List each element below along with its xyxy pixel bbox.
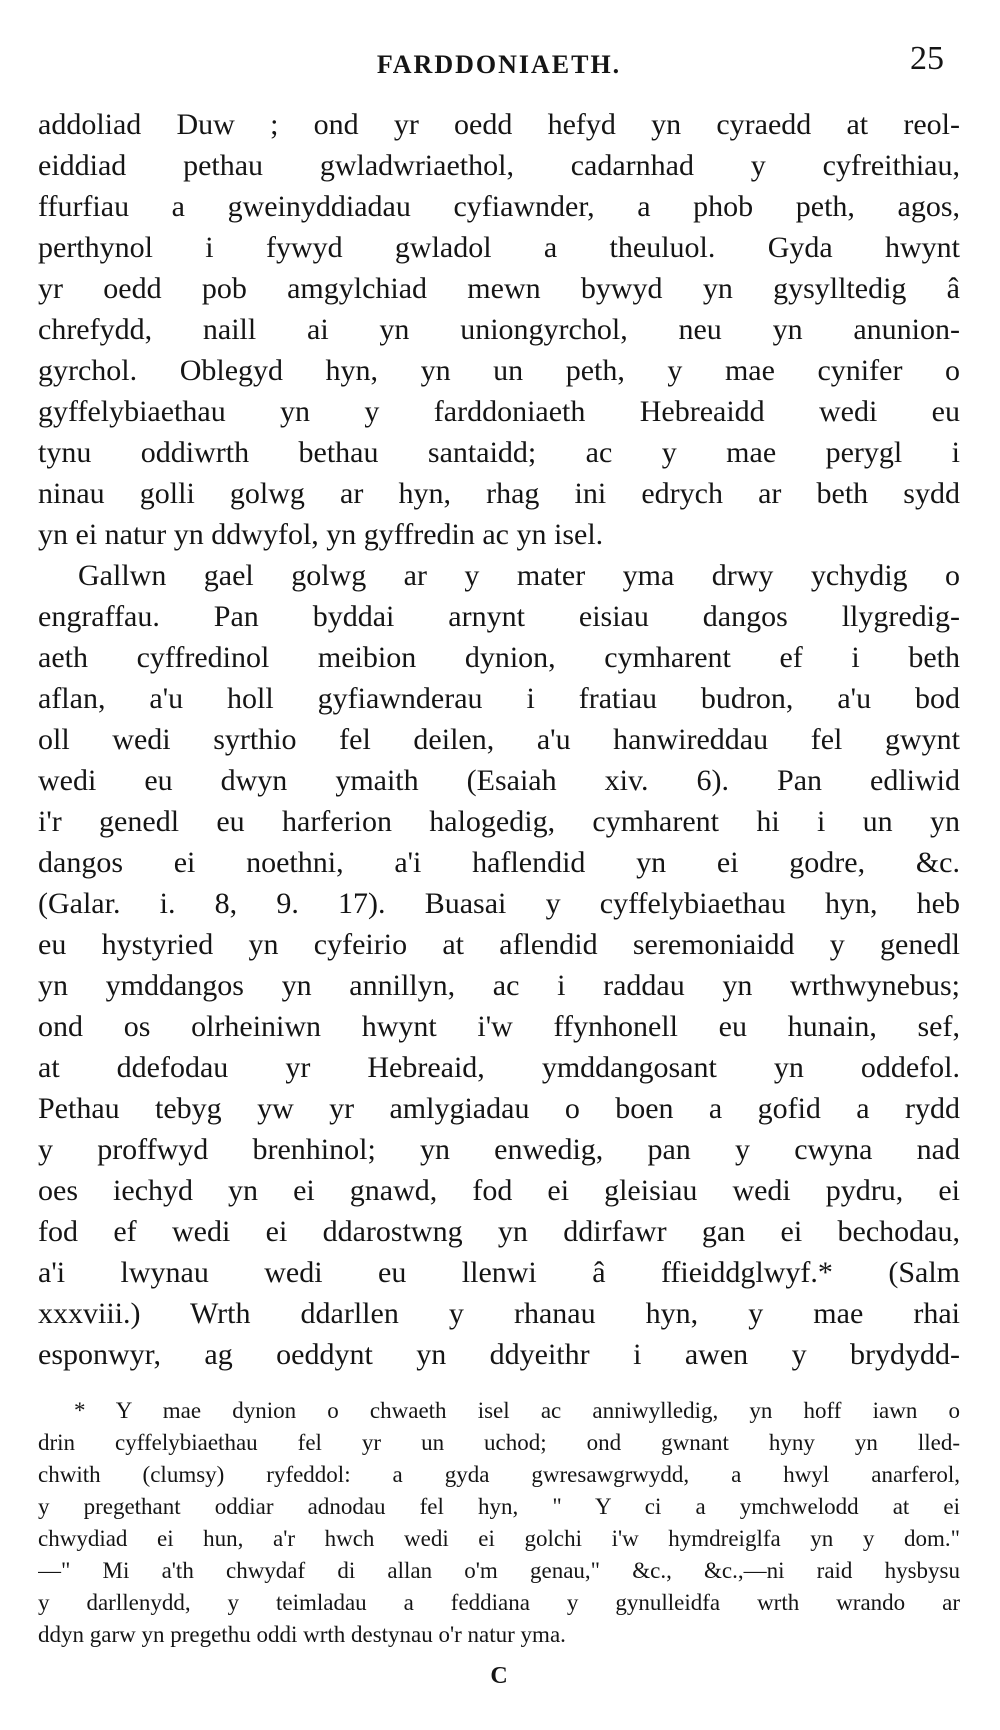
- text-line: aeth cyffredinol meibion dynion, cymharent ef i beth: [38, 641, 960, 674]
- text-line: esponwyr, ag oeddynt yn ddyeithr i awen y brydydd-: [38, 1338, 960, 1371]
- footnote-line: chwith (clumsy) ryfeddol: a gyda gwresawgrwydd, a hwyl anarferol,: [38, 1462, 960, 1487]
- footnote-line: drin cyffelybiaethau fel yr un uchod; ond gwnant hyny yn lled-: [38, 1430, 960, 1455]
- text-line: xxxviii.) Wrth ddarllen y rhanau hyn, y mae rhai: [38, 1297, 960, 1330]
- footnote-line: * Y mae dynion o chwaeth isel ac anniwylledig, yn hoff iawn o: [74, 1398, 960, 1423]
- text-line: eu hystyried yn cyfeirio at aflendid seremoniaidd y genedl: [38, 928, 960, 961]
- text-line: Gallwn gael golwg ar y mater yma drwy ychydig o: [78, 559, 960, 592]
- text-line: Pethau tebyg yw yr amlygiadau o boen a gofid a rydd: [38, 1092, 960, 1125]
- book-page: [38, 40, 960, 1710]
- text-line: (Galar. i. 8, 9. 17). Buasai y cyffelybiaethau hyn, heb: [38, 887, 960, 920]
- text-line: wedi eu dwyn ymaith (Esaiah xiv. 6). Pan edliwid: [38, 764, 960, 797]
- running-header: [38, 40, 960, 80]
- footnote-line: chwydiad ei hun, a'r hwch wedi ei golchi i'w hymdreiglfa yn y dom.": [38, 1526, 960, 1551]
- text-line: ninau golli golwg ar hyn, rhag ini edrych ar beth sydd: [38, 477, 960, 510]
- text-line: aflan, a'u holl gyfiawnderau i fratiau budron, a'u bod: [38, 682, 960, 715]
- text-line: a'i lwynau wedi eu llenwi â ffieiddglwyf.* (Salm: [38, 1256, 960, 1289]
- page-number: 25: [910, 40, 944, 77]
- text-line: eiddiad pethau gwladwriaethol, cadarnhad y cyfreithiau,: [38, 149, 960, 182]
- text-line: gyrchol. Oblegyd hyn, yn un peth, y mae cynifer o: [38, 354, 960, 387]
- text-line: yr oedd pob amgylchiad mewn bywyd yn gysylltedig â: [38, 272, 960, 305]
- footnote-line: y darllenydd, y teimladau a feddiana y gynulleidfa wrth wrando ar: [38, 1590, 960, 1615]
- text-line: yn ei natur yn ddwyfol, yn gyffredin ac yn isel.: [38, 518, 604, 551]
- text-line: dangos ei noethni, a'i haflendid yn ei godre, &c.: [38, 846, 960, 879]
- text-line: i'r genedl eu harferion halogedig, cymharent hi i un yn: [38, 805, 960, 838]
- text-line: yn ymddangos yn annillyn, ac i raddau yn wrthwynebus;: [38, 969, 960, 1002]
- text-line: y proffwyd brenhinol; yn enwedig, pan y cwyna nad: [38, 1133, 960, 1166]
- text-line: ond os olrheiniwn hwynt i'w ffynhonell eu hunain, sef,: [38, 1010, 960, 1043]
- text-line: addoliad Duw ; ond yr oedd hefyd yn cyraedd at reol-: [38, 108, 960, 141]
- text-line: engraffau. Pan byddai arnynt eisiau dangos llygredig-: [38, 600, 960, 633]
- text-line: chrefydd, naill ai yn uniongyrchol, neu yn anunion-: [38, 313, 960, 346]
- running-title: FARDDONIAETH.: [376, 50, 622, 79]
- footnote-line: ddyn garw yn pregethu oddi wrth destynau o'r natur yma.: [38, 1622, 566, 1647]
- signature-mark: C: [490, 1663, 508, 1689]
- text-line: fod ef wedi ei ddarostwng yn ddirfawr gan ei bechodau,: [38, 1215, 960, 1248]
- text-line: at ddefodau yr Hebreaid, ymddangosant yn oddefol.: [38, 1051, 960, 1084]
- text-line: ffurfiau a gweinyddiadau cyfiawnder, a phob peth, agos,: [38, 190, 960, 223]
- text-line: gyffelybiaethau yn y farddoniaeth Hebreaidd wedi eu: [38, 395, 960, 428]
- text-line: tynu oddiwrth bethau santaidd; ac y mae perygl i: [38, 436, 960, 469]
- footnote-line: y pregethant oddiar adnodau fel hyn, " Y ci a ymchwelodd at ei: [38, 1494, 960, 1519]
- text-line: perthynol i fywyd gwladol a theuluol. Gyda hwynt: [38, 231, 960, 264]
- footnote: [38, 1395, 960, 1651]
- body-text: [38, 104, 960, 1375]
- text-line: oll wedi syrthio fel deilen, a'u hanwireddau fel gwynt: [38, 723, 960, 756]
- text-line: oes iechyd yn ei gnawd, fod ei gleisiau wedi pydru, ei: [38, 1174, 960, 1207]
- footnote-line: —" Mi a'th chwydaf di allan o'm genau," &c., &c.,—ni raid hysbysu: [38, 1558, 960, 1583]
